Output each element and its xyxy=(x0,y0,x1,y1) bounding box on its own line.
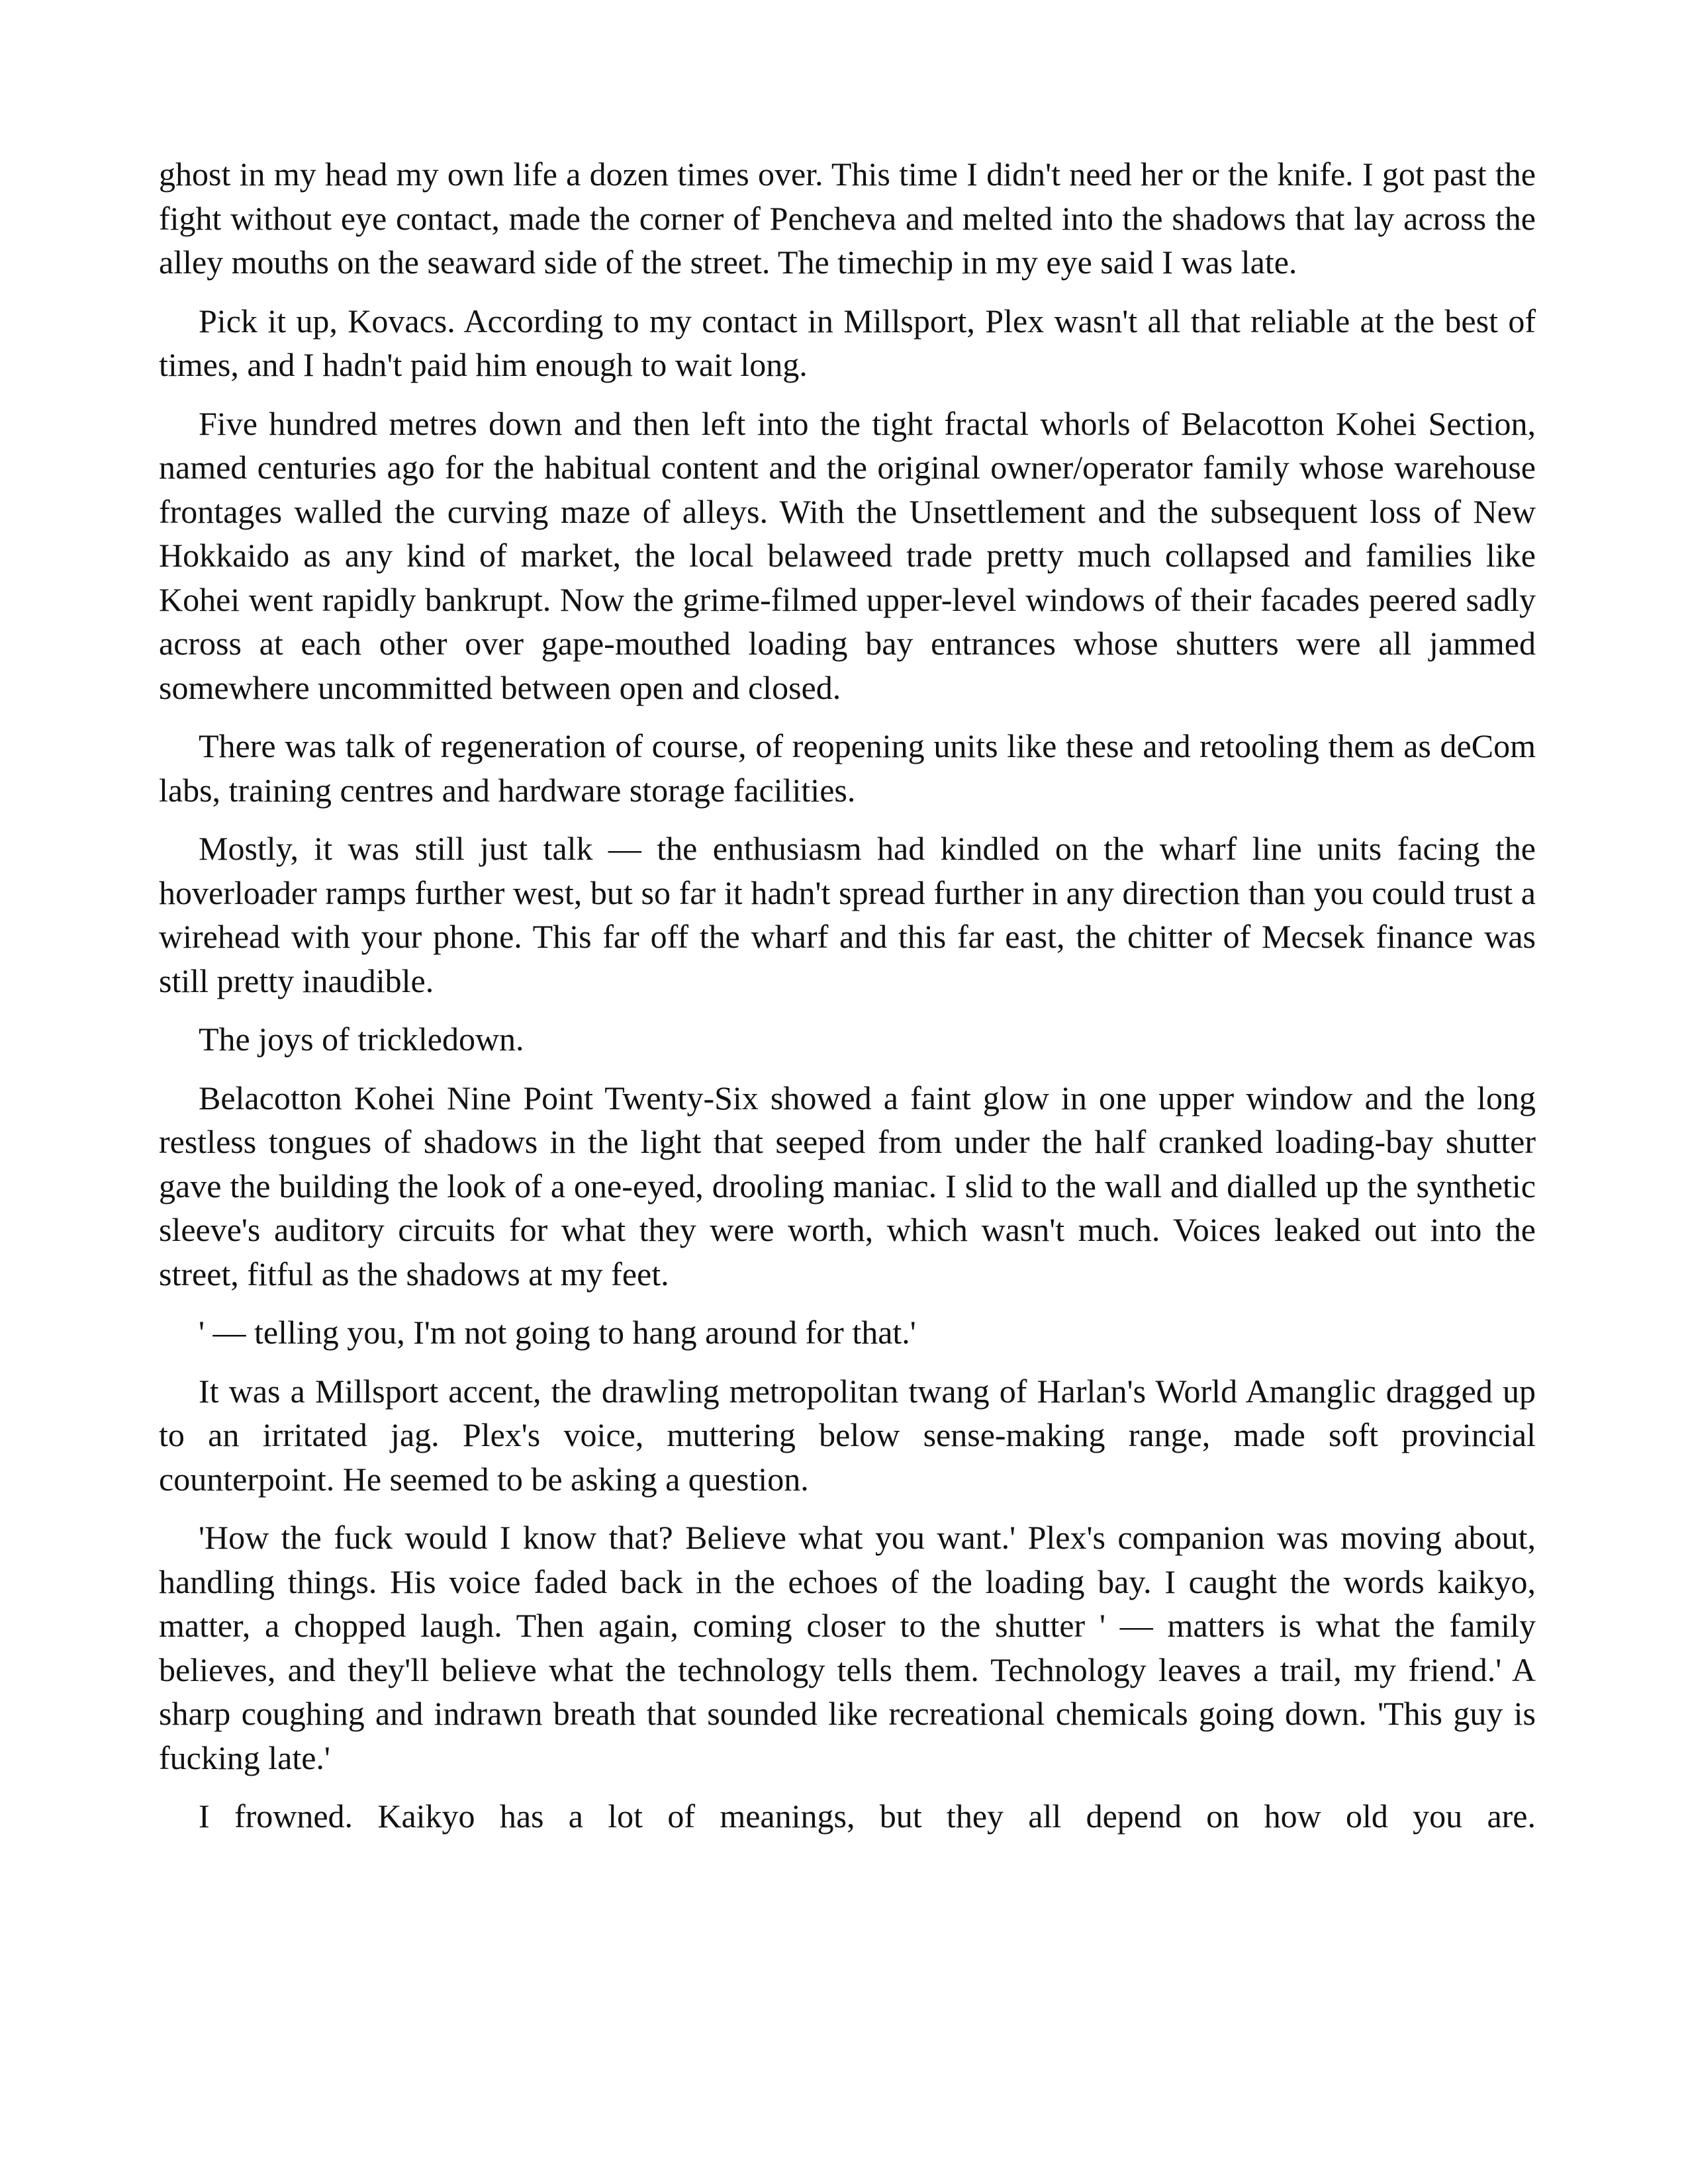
paragraph-pick-it-up: Pick it up, Kovacs. According to my contact in Millsport, Plex wasn't all that reliable at the best of times, and I hadn't paid him enough to wait long. xyxy=(159,302,1536,383)
paragraph-millsport-accent: It was a Millsport accent, the drawling metropolitan twang of Harlan's World Amanglic dragged up to an irritated jag. Plex's voice, muttering below sense-making range, made soft provincial counterpoint. He seemed to be asking a question. xyxy=(159,1372,1536,1498)
paragraph-hang-around-dialogue: ' — telling you, I'm not going to hang around for that.' xyxy=(199,1314,916,1351)
paragraph-believe-what-you-want: 'How the fuck would I know that? Believe what you want.' Plex's companion was moving about, handling things. His voice faded back in the echoes of the loading bay. I caught the words kaikyo, matter, a chopped laugh. Then again, coming closer to the shutter ' — matters is what the family believes, and they'll believe what the technology tells them. Technology leaves a trail, my friend.' A sharp coughing and indrawn breath that sounded like recreational chemicals going down. 'This guy is fucking late.' xyxy=(159,1519,1536,1776)
book-page xyxy=(159,152,1536,1839)
paragraph-kaikyo-meanings: I frowned. Kaikyo has a lot of meanings, but they all depend on how old you are. xyxy=(199,1797,1536,1835)
paragraph-nine-point-twenty-six: Belacotton Kohei Nine Point Twenty-Six showed a faint glow in one upper window and the long restless tongues of shadows in the light that seeped from under the half cranked loading-bay shutter gave the building the look of a one-eyed, drooling maniac. I slid to the wall and dialled up the synthetic sleeve's auditory circuits for what they were worth, which wasn't much. Voices leaked out into the street, fitful as the shadows at my feet. xyxy=(159,1079,1536,1293)
paragraph-joys-of-trickledown: The joys of trickledown. xyxy=(199,1021,524,1058)
paragraph-mostly-still-talk: Mostly, it was still just talk — the enthusiasm had kindled on the wharf line units facing the hoverloader ramps further west, but so far it hadn't spread further in any direction than you could trust a wirehead with your phone. This far off the wharf and this far east, the chitter of Mecsek finance was still pretty inaudible. xyxy=(159,830,1536,999)
paragraph-talk-of-regeneration: There was talk of regeneration of course, of reopening units like these and retooling them as deCom labs, training centres and hardware storage facilities. xyxy=(159,727,1536,809)
paragraph-belacotton-kohei-section: Five hundred metres down and then left into the tight fractal whorls of Belacotton Kohei Section, named centuries ago for the habitual content and the original owner/operator family whose warehouse frontages walled the curving maze of alleys. With the Unsettlement and the subsequent loss of New Hokkaido as any kind of market, the local belaweed trade pretty much collapsed and families like Kohei went rapidly bankrupt. Now the grime-filmed upper-level windows of their facades peered sadly across at each other over gape-mouthed loading bay entrances whose shutters were all jammed somewhere uncommitted between open and closed. xyxy=(159,404,1536,706)
paragraph-ghost-in-my-head: ghost in my head my own life a dozen times over. This time I didn't need her or the knife. I got past the fight without eye contact, made the corner of Pencheva and melted into the shadows that lay across the alley mouths on the seaward side of the street. The timechip in my eye said I was late. xyxy=(159,156,1536,281)
